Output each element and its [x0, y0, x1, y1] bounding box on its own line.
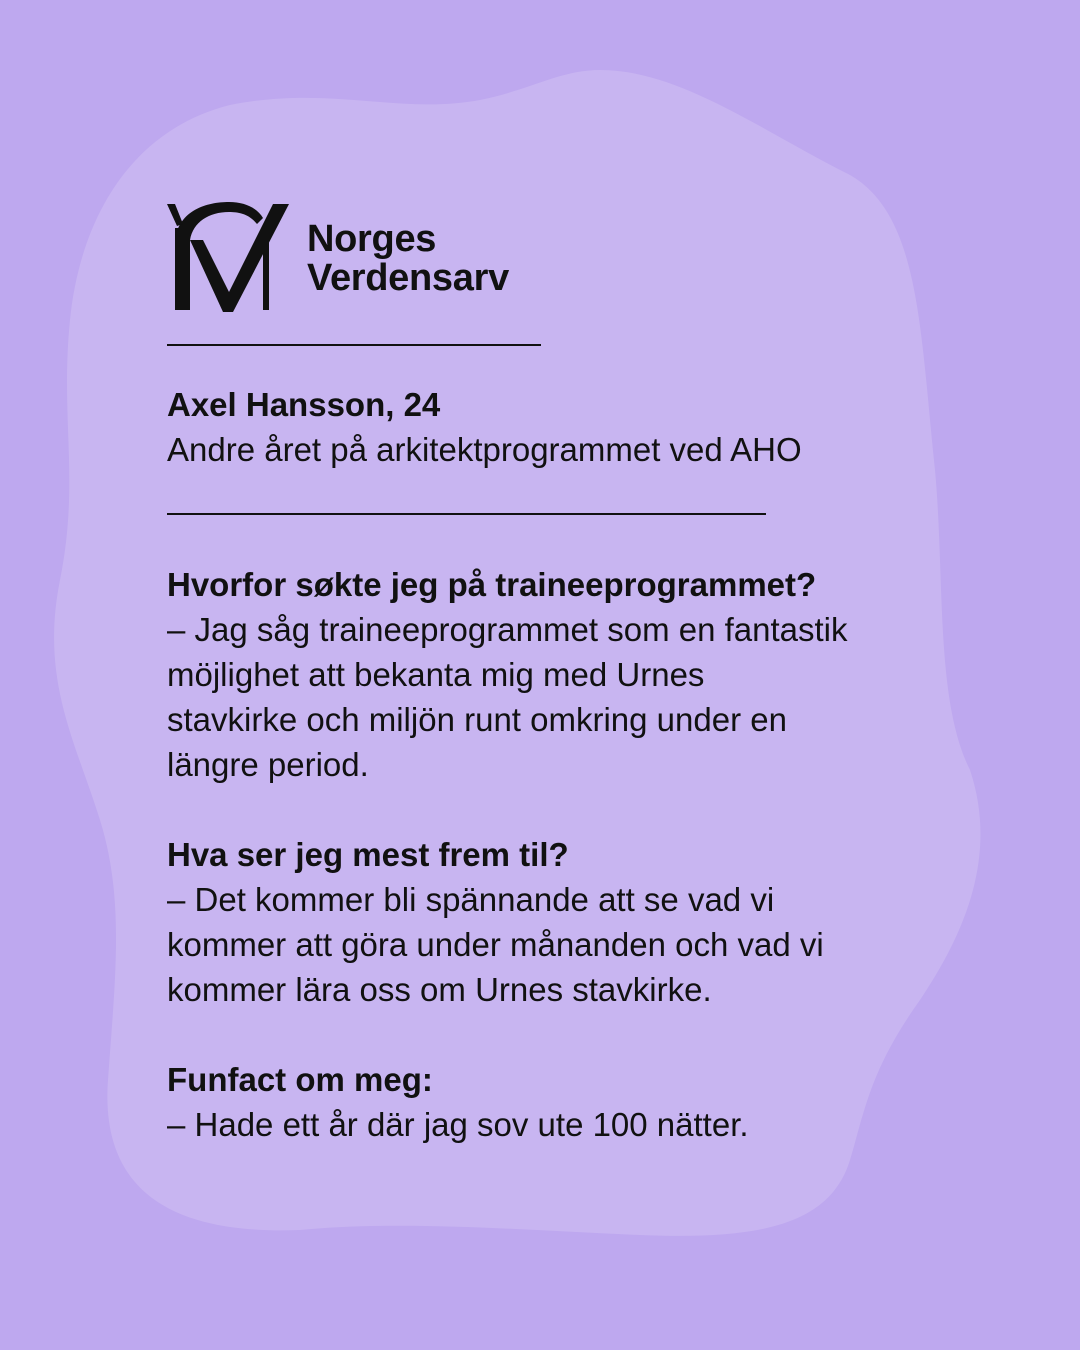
logo-text-line1: Norges	[307, 218, 437, 260]
norges-verdensarv-logo-icon	[167, 200, 292, 315]
qa-section	[167, 562, 937, 787]
qa-answer-line: – Hade ett år där jag sov ute 100 nätter.	[167, 1106, 749, 1143]
qa-question: Funfact om meg:	[167, 1061, 433, 1098]
qa-answer-line: – Jag såg traineeprogrammet som en fantastik	[167, 611, 848, 648]
divider-line	[167, 513, 766, 515]
logo-wordmark	[307, 220, 509, 298]
person-name: Axel Hansson, 24	[167, 386, 441, 423]
brand-logo	[167, 200, 567, 315]
qa-answer-line: kommer lära oss om Urnes stavkirke.	[167, 971, 712, 1008]
qa-question: Hvorfor søkte jeg på traineeprogrammet?	[167, 566, 817, 603]
qa-answer-line: kommer att göra under månanden och vad vi	[167, 926, 824, 963]
qa-answer-line: längre period.	[167, 746, 369, 783]
logo-text-line2: Verdensarv	[307, 257, 509, 299]
qa-answer-line: – Det kommer bli spännande att se vad vi	[167, 881, 775, 918]
qa-answer-line: stavkirke och miljön runt omkring under en	[167, 701, 787, 738]
person-info	[167, 382, 967, 472]
person-description: Andre året på arkitektprogrammet ved AHO	[167, 431, 802, 468]
qa-section	[167, 1057, 937, 1147]
qa-answer-line: möjlighet att bekanta mig med Urnes	[167, 656, 705, 693]
qa-question: Hva ser jeg mest frem til?	[167, 836, 569, 873]
divider-line	[167, 344, 541, 346]
qa-section	[167, 832, 937, 1012]
